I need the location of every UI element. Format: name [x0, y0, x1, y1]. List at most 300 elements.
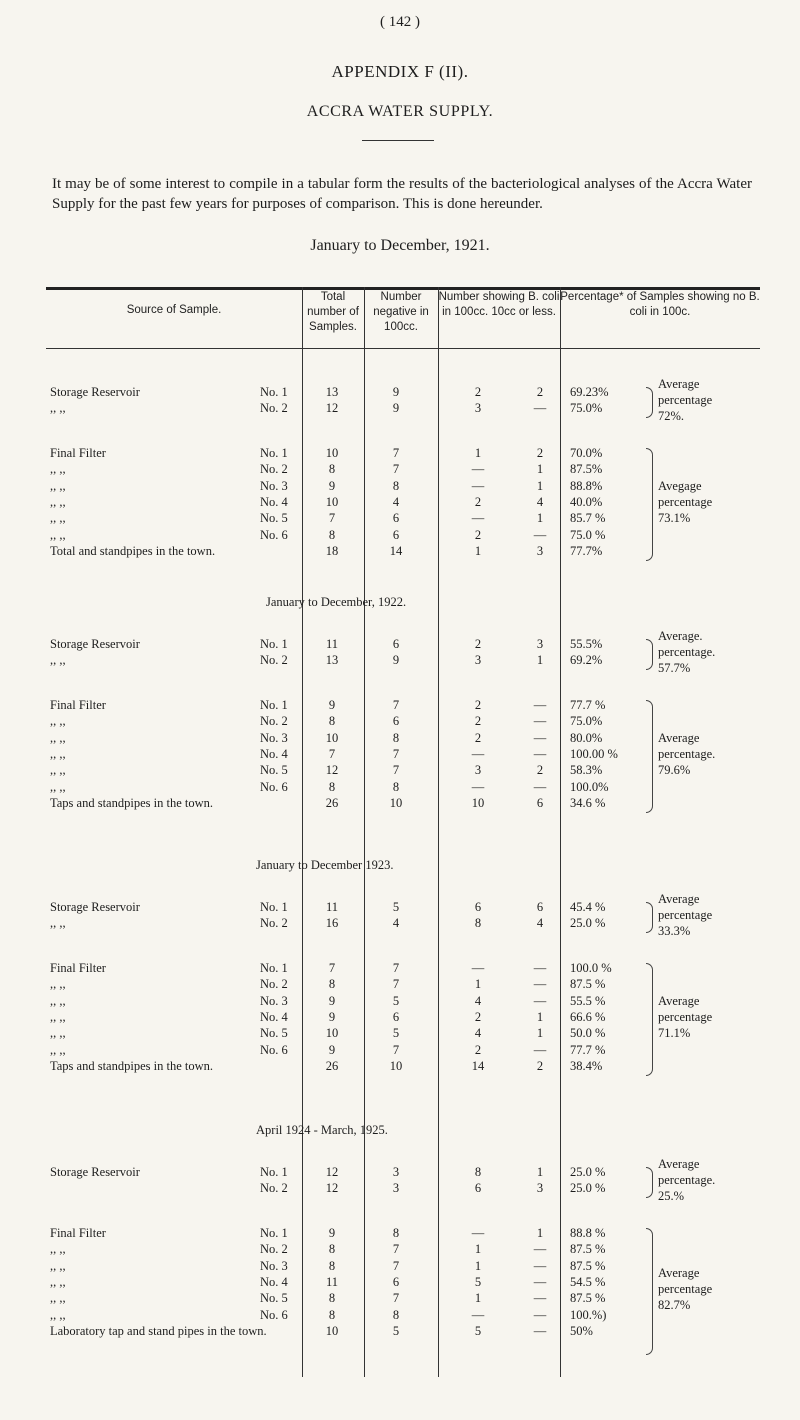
bcoli-100cc-cell: 2 [474, 1042, 482, 1057]
source-cell: ,, ,, [50, 1307, 66, 1322]
period-heading: January to December 1923. [256, 858, 394, 872]
bcoli-10cc-cell: 2 [536, 1059, 544, 1074]
average-note-text: Average [658, 994, 700, 1009]
bcoli-10cc-cell: 1 [536, 1010, 544, 1024]
negative-cell: 14 [389, 544, 403, 559]
average-note-line [46, 511, 760, 527]
bcoli-10cc-cell: — [533, 697, 547, 712]
bcoli-10cc-cell: — [533, 527, 547, 542]
bcoli-10cc-cell: — [533, 1042, 547, 1057]
negative-cell: 7 [392, 1042, 400, 1057]
source-cell: ,, ,, [50, 916, 66, 931]
source-cell: ,, ,, [50, 653, 66, 668]
percentage-cell: 69.23% [570, 385, 609, 399]
bcoli-10cc-cell: 1 [536, 1026, 544, 1041]
bcoli-100cc-cell: — [471, 960, 485, 975]
source-cell: ,, ,, [50, 527, 66, 542]
bcoli-10cc-cell: — [533, 1258, 547, 1273]
percentage-cell: 88.8 % [570, 1225, 606, 1240]
bcoli-100cc-cell: 2 [474, 495, 482, 509]
negative-cell: 8 [392, 478, 400, 493]
average-note-line [46, 747, 760, 763]
percentage-cell: 75.0% [570, 714, 603, 729]
bcoli-10cc-cell: 3 [536, 544, 544, 559]
total-cell: 9 [328, 1010, 336, 1024]
total-cell: 9 [328, 478, 336, 493]
negative-cell: 6 [392, 527, 400, 542]
average-note-text: 73.1% [658, 511, 691, 526]
average-note-line [46, 645, 760, 661]
total-cell: 8 [328, 1258, 336, 1273]
average-note-line [46, 908, 760, 924]
number-cell: No. 4 [260, 1010, 288, 1024]
number-cell: No. 5 [260, 1026, 288, 1041]
bcoli-10cc-cell: 1 [536, 1165, 544, 1179]
total-cell: 16 [325, 916, 339, 931]
bcoli-100cc-cell: — [471, 1307, 485, 1322]
source-cell: ,, ,, [50, 1042, 66, 1057]
bcoli-10cc-cell: 2 [536, 763, 544, 778]
number-cell: No. 5 [260, 511, 288, 526]
negative-cell: 7 [392, 747, 400, 761]
negative-cell: 9 [392, 653, 400, 668]
bcoli-100cc-cell: 2 [474, 637, 482, 651]
bcoli-10cc-cell: — [533, 1324, 547, 1339]
total-cell: 9 [328, 697, 336, 712]
negative-cell: 6 [392, 511, 400, 526]
source-cell: Final Filter [50, 960, 106, 975]
percentage-cell: 80.0% [570, 730, 603, 745]
average-note-text: 72%. [658, 409, 685, 424]
source-cell: Storage Reservoir [50, 1165, 140, 1179]
average-note-text: Average [658, 892, 700, 907]
average-note-text: 25.% [658, 1189, 685, 1204]
appendix-heading: APPENDIX F (II). [331, 62, 469, 81]
main-period-heading: January to December, 1921. [310, 237, 490, 254]
negative-cell: 7 [392, 445, 400, 460]
average-note-text: 82.7% [658, 1298, 691, 1313]
number-cell: No. 4 [260, 747, 288, 761]
header-negative: Number negative in 100cc. [373, 291, 429, 333]
bcoli-100cc-cell: 2 [474, 385, 482, 399]
negative-cell: 6 [392, 637, 400, 651]
header-percentage: Percentage* of Samples showing no B. coli in 100c. [560, 291, 760, 318]
average-note-text: percentage. [658, 747, 716, 762]
percentage-cell: 100.%) [570, 1307, 607, 1322]
average-note-text: Average [658, 1266, 700, 1281]
number-cell: No. 1 [260, 1165, 288, 1179]
percentage-cell: 100.00 % [570, 747, 618, 761]
percentage-cell: 34.6 % [570, 796, 606, 811]
negative-cell: 9 [392, 401, 400, 416]
total-cell: 8 [328, 977, 336, 992]
negative-cell: 4 [392, 916, 400, 931]
average-note-line [46, 731, 760, 747]
source-cell: ,, ,, [50, 1275, 66, 1289]
number-cell: No. 1 [260, 697, 288, 712]
negative-cell: 6 [392, 1275, 400, 1289]
total-cell: 11 [325, 900, 339, 914]
bcoli-10cc-cell: 3 [536, 637, 544, 651]
number-cell: No. 6 [260, 1042, 288, 1057]
bcoli-10cc-cell: — [533, 401, 547, 416]
negative-cell: 8 [392, 779, 400, 794]
bcoli-10cc-cell: — [533, 977, 547, 992]
bcoli-100cc-cell: — [471, 462, 485, 477]
negative-cell: 5 [392, 1324, 400, 1339]
source-cell: Storage Reservoir [50, 637, 140, 651]
source-cell: ,, ,, [50, 511, 66, 526]
average-note-line [46, 1189, 760, 1205]
negative-cell: 5 [392, 1026, 400, 1041]
source-cell: ,, ,, [50, 1291, 66, 1306]
percentage-cell: 25.0 % [570, 916, 606, 931]
total-cell: 12 [325, 763, 339, 778]
average-note-line [46, 892, 760, 908]
negative-cell: 6 [392, 714, 400, 729]
negative-cell: 7 [392, 1258, 400, 1273]
total-cell: 9 [328, 1225, 336, 1240]
total-cell: 10 [325, 1026, 339, 1041]
bcoli-10cc-cell: 1 [536, 1225, 544, 1240]
negative-cell: 9 [392, 385, 400, 399]
total-cell: 26 [325, 1059, 339, 1074]
total-cell: 8 [328, 462, 336, 477]
source-cell: ,, ,, [50, 1010, 66, 1024]
bcoli-100cc-cell: 6 [474, 900, 482, 914]
total-cell: 8 [328, 714, 336, 729]
percentage-cell: 88.8% [570, 478, 603, 493]
percentage-cell: 50.0 % [570, 1026, 606, 1041]
percentage-cell: 100.0% [570, 779, 609, 794]
bcoli-10cc-cell: — [533, 1291, 547, 1306]
percentage-cell: 69.2% [570, 653, 603, 668]
total-cell: 26 [325, 796, 339, 811]
percentage-cell: 87.5% [570, 462, 603, 477]
bcoli-100cc-cell: 3 [474, 653, 482, 668]
source-cell: ,, ,, [50, 779, 66, 794]
total-cell: 7 [328, 747, 336, 761]
number-cell: No. 3 [260, 1258, 288, 1273]
average-note-line [46, 661, 760, 677]
bcoli-10cc-cell: 2 [536, 385, 544, 399]
negative-cell: 8 [392, 1225, 400, 1240]
negative-cell: 7 [392, 1242, 400, 1257]
bcoli-100cc-cell: — [471, 511, 485, 526]
number-cell: No. 6 [260, 1307, 288, 1322]
source-cell: Final Filter [50, 1225, 106, 1240]
average-note-line [46, 1173, 760, 1189]
source-cell: ,, ,, [50, 747, 66, 761]
percentage-cell: 87.5 % [570, 1291, 606, 1306]
source-cell: ,, ,, [50, 763, 66, 778]
negative-cell: 7 [392, 977, 400, 992]
negative-cell: 4 [392, 495, 400, 509]
source-cell: Storage Reservoir [50, 385, 140, 399]
bcoli-10cc-cell: 3 [536, 1181, 544, 1196]
bcoli-100cc-cell: 3 [474, 401, 482, 416]
bcoli-10cc-cell: 2 [536, 445, 544, 460]
average-note-line [46, 763, 760, 779]
bcoli-10cc-cell: — [533, 747, 547, 761]
bcoli-100cc-cell: — [471, 747, 485, 761]
negative-cell: 10 [389, 796, 403, 811]
percentage-cell: 50% [570, 1324, 593, 1339]
negative-cell: 7 [392, 763, 400, 778]
average-note-line [46, 1266, 760, 1282]
source-cell: ,, ,, [50, 993, 66, 1008]
percentage-cell: 54.5 % [570, 1275, 606, 1289]
total-cell: 12 [325, 401, 339, 416]
bcoli-10cc-cell: 6 [536, 796, 544, 811]
average-note-text: Average [658, 1157, 700, 1172]
bcoli-100cc-cell: 2 [474, 714, 482, 729]
number-cell: No. 5 [260, 763, 288, 778]
bcoli-10cc-cell: 1 [536, 511, 544, 526]
average-note-line [46, 1157, 760, 1173]
bcoli-100cc-cell: — [471, 1225, 485, 1240]
source-cell: Total and standpipes in the town. [50, 544, 216, 559]
percentage-cell: 77.7% [570, 544, 603, 559]
title-rule [362, 140, 434, 141]
bcoli-10cc-cell: — [533, 993, 547, 1008]
average-note-text: 71.1% [658, 1026, 691, 1041]
number-cell: No. 1 [260, 900, 288, 914]
negative-cell: 5 [392, 900, 400, 914]
average-note-text: percentage [658, 908, 713, 923]
number-cell: No. 6 [260, 779, 288, 794]
bcoli-100cc-cell: 4 [474, 1026, 482, 1041]
average-note-text: percentage. [658, 1173, 716, 1188]
header-bcoli: Number showing B. coli in 100cc. 10cc or less. [438, 291, 560, 318]
number-cell: No. 3 [260, 730, 288, 745]
total-cell: 8 [328, 1307, 336, 1322]
bcoli-10cc-cell: — [533, 714, 547, 729]
negative-cell: 5 [392, 993, 400, 1008]
negative-cell: 8 [392, 1307, 400, 1322]
negative-cell: 7 [392, 1291, 400, 1306]
percentage-cell: 40.0% [570, 495, 603, 509]
bcoli-10cc-cell: — [533, 779, 547, 794]
source-cell: ,, ,, [50, 401, 66, 416]
average-note-text: percentage [658, 393, 713, 408]
total-cell: 10 [325, 445, 339, 460]
total-cell: 8 [328, 1242, 336, 1257]
average-note-text: Avegage [658, 479, 702, 494]
bcoli-10cc-cell: — [533, 730, 547, 745]
average-note-text: Average [658, 377, 700, 392]
bcoli-10cc-cell: 6 [536, 900, 544, 914]
percentage-cell: 85.7 % [570, 511, 606, 526]
average-note-text: percentage [658, 495, 713, 510]
negative-cell: 10 [389, 1059, 403, 1074]
bcoli-100cc-cell: 5 [474, 1275, 482, 1289]
bcoli-100cc-cell: 2 [474, 1010, 482, 1024]
average-note-text: 33.3% [658, 924, 691, 939]
average-note-text: 57.7% [658, 661, 691, 676]
average-note-text: percentage [658, 1010, 713, 1025]
percentage-cell: 77.7 % [570, 1042, 606, 1057]
average-note-text: percentage. [658, 645, 716, 660]
source-cell: ,, ,, [50, 1258, 66, 1273]
total-cell: 8 [328, 1291, 336, 1306]
total-cell: 18 [325, 544, 339, 559]
average-note-text: Average [658, 731, 700, 746]
source-cell: ,, ,, [50, 730, 66, 745]
total-cell: 11 [325, 637, 339, 651]
average-note-line [46, 1026, 760, 1042]
negative-cell: 7 [392, 462, 400, 477]
average-note-line [46, 1010, 760, 1026]
percentage-cell: 100.0 % [570, 960, 612, 975]
bcoli-100cc-cell: 5 [474, 1324, 482, 1339]
number-cell: No. 1 [260, 960, 288, 975]
bcoli-100cc-cell: — [471, 478, 485, 493]
bcoli-100cc-cell: 10 [471, 796, 485, 811]
percentage-cell: 75.0% [570, 401, 603, 416]
total-cell: 10 [325, 495, 339, 509]
bcoli-10cc-cell: — [533, 960, 547, 975]
negative-cell: 7 [392, 960, 400, 975]
period-heading: April 1924 - March, 1925. [256, 1123, 388, 1137]
number-cell: No. 3 [260, 478, 288, 493]
percentage-cell: 75.0 % [570, 527, 606, 542]
number-cell: No. 2 [260, 653, 288, 668]
number-cell: No. 2 [260, 977, 288, 992]
total-cell: 8 [328, 779, 336, 794]
number-cell: No. 2 [260, 401, 288, 416]
source-cell: Final Filter [50, 445, 106, 460]
percentage-cell: 66.6 % [570, 1010, 606, 1024]
period-heading: January to December, 1922. [266, 595, 407, 609]
percentage-cell: 25.0 % [570, 1181, 606, 1196]
bcoli-100cc-cell: 4 [474, 993, 482, 1008]
bcoli-100cc-cell: 1 [474, 977, 482, 992]
bcoli-100cc-cell: 6 [474, 1181, 482, 1196]
number-cell: No. 2 [260, 714, 288, 729]
number-cell: No. 2 [260, 916, 288, 931]
total-cell: 10 [325, 730, 339, 745]
average-note-line [46, 924, 760, 940]
average-note-line [46, 479, 760, 495]
number-cell: No. 1 [260, 385, 288, 399]
source-cell: ,, ,, [50, 495, 66, 509]
negative-cell: 3 [392, 1181, 400, 1196]
results-table [46, 287, 760, 1387]
bcoli-10cc-cell: 1 [536, 653, 544, 668]
page-number: ( 142 ) [380, 14, 420, 30]
percentage-cell: 87.5 % [570, 977, 606, 992]
average-note-line [46, 1298, 760, 1314]
negative-cell: 8 [392, 730, 400, 745]
average-note-text: percentage [658, 1282, 713, 1297]
total-cell: 7 [328, 960, 336, 975]
bcoli-100cc-cell: 1 [474, 1291, 482, 1306]
number-cell: No. 3 [260, 993, 288, 1008]
percentage-cell: 38.4% [570, 1059, 603, 1074]
page-title: ACCRA WATER SUPPLY. [306, 103, 494, 120]
bcoli-10cc-cell: 4 [536, 916, 544, 931]
number-cell: No. 1 [260, 445, 288, 460]
negative-cell: 3 [392, 1165, 400, 1179]
bcoli-10cc-cell: 4 [536, 495, 544, 509]
source-cell: ,, ,, [50, 977, 66, 992]
average-note-line [46, 1282, 760, 1298]
source-cell: ,, ,, [50, 714, 66, 729]
percentage-cell: 70.0% [570, 445, 603, 460]
average-note-text: 79.6% [658, 763, 691, 778]
source-cell: ,, ,, [50, 462, 66, 477]
number-cell: No. 1 [260, 1225, 288, 1240]
percentage-cell: 55.5 % [570, 993, 606, 1008]
bcoli-100cc-cell: 8 [474, 916, 482, 931]
percentage-cell: 87.5 % [570, 1242, 606, 1257]
average-note-text: Average. [658, 629, 703, 644]
percentage-cell: 25.0 % [570, 1165, 606, 1179]
percentage-cell: 77.7 % [570, 697, 606, 712]
source-cell: Laboratory tap and stand pipes in the town. [50, 1324, 267, 1339]
percentage-cell: 45.4 % [570, 900, 606, 914]
number-cell: No. 4 [260, 495, 288, 509]
bcoli-100cc-cell: 2 [474, 527, 482, 542]
percentage-cell: 58.3% [570, 763, 603, 778]
number-cell: No. 1 [260, 637, 288, 651]
average-note-line [46, 377, 760, 393]
bcoli-100cc-cell: 1 [474, 445, 482, 460]
negative-cell: 7 [392, 697, 400, 712]
bcoli-10cc-cell: 1 [536, 462, 544, 477]
total-cell: 12 [325, 1181, 339, 1196]
total-cell: 9 [328, 1042, 336, 1057]
number-cell: No. 5 [260, 1291, 288, 1306]
number-cell: No. 6 [260, 527, 288, 542]
number-cell: No. 2 [260, 462, 288, 477]
average-note-line [46, 994, 760, 1010]
bcoli-100cc-cell: 2 [474, 697, 482, 712]
source-cell: ,, ,, [50, 478, 66, 493]
header-source: Source of Sample. [126, 304, 222, 316]
bcoli-100cc-cell: 14 [471, 1059, 485, 1074]
total-cell: 9 [328, 993, 336, 1008]
total-cell: 7 [328, 511, 336, 526]
number-cell: No. 4 [260, 1275, 288, 1289]
bcoli-100cc-cell: 3 [474, 763, 482, 778]
bcoli-10cc-cell: — [533, 1307, 547, 1322]
bcoli-100cc-cell: 2 [474, 730, 482, 745]
source-cell: Final Filter [50, 697, 106, 712]
bcoli-10cc-cell: — [533, 1242, 547, 1257]
source-cell: ,, ,, [50, 1242, 66, 1257]
table-header-rule [46, 348, 760, 349]
source-cell: Taps and standpipes in the town. [50, 796, 213, 811]
average-note-line [46, 495, 760, 511]
bcoli-10cc-cell: — [533, 1275, 547, 1289]
number-cell: No. 2 [260, 1242, 288, 1257]
source-cell: Storage Reservoir [50, 900, 140, 914]
bcoli-10cc-cell: 1 [536, 478, 544, 493]
total-cell: 13 [325, 385, 339, 399]
bcoli-100cc-cell: 1 [474, 1242, 482, 1257]
total-cell: 13 [325, 653, 339, 668]
bcoli-100cc-cell: 8 [474, 1165, 482, 1179]
source-cell: ,, ,, [50, 1026, 66, 1041]
bcoli-100cc-cell: 1 [474, 544, 482, 559]
average-note-line [46, 393, 760, 409]
negative-cell: 6 [392, 1010, 400, 1024]
percentage-cell: 55.5% [570, 637, 603, 651]
total-cell: 11 [325, 1275, 339, 1289]
total-cell: 10 [325, 1324, 339, 1339]
